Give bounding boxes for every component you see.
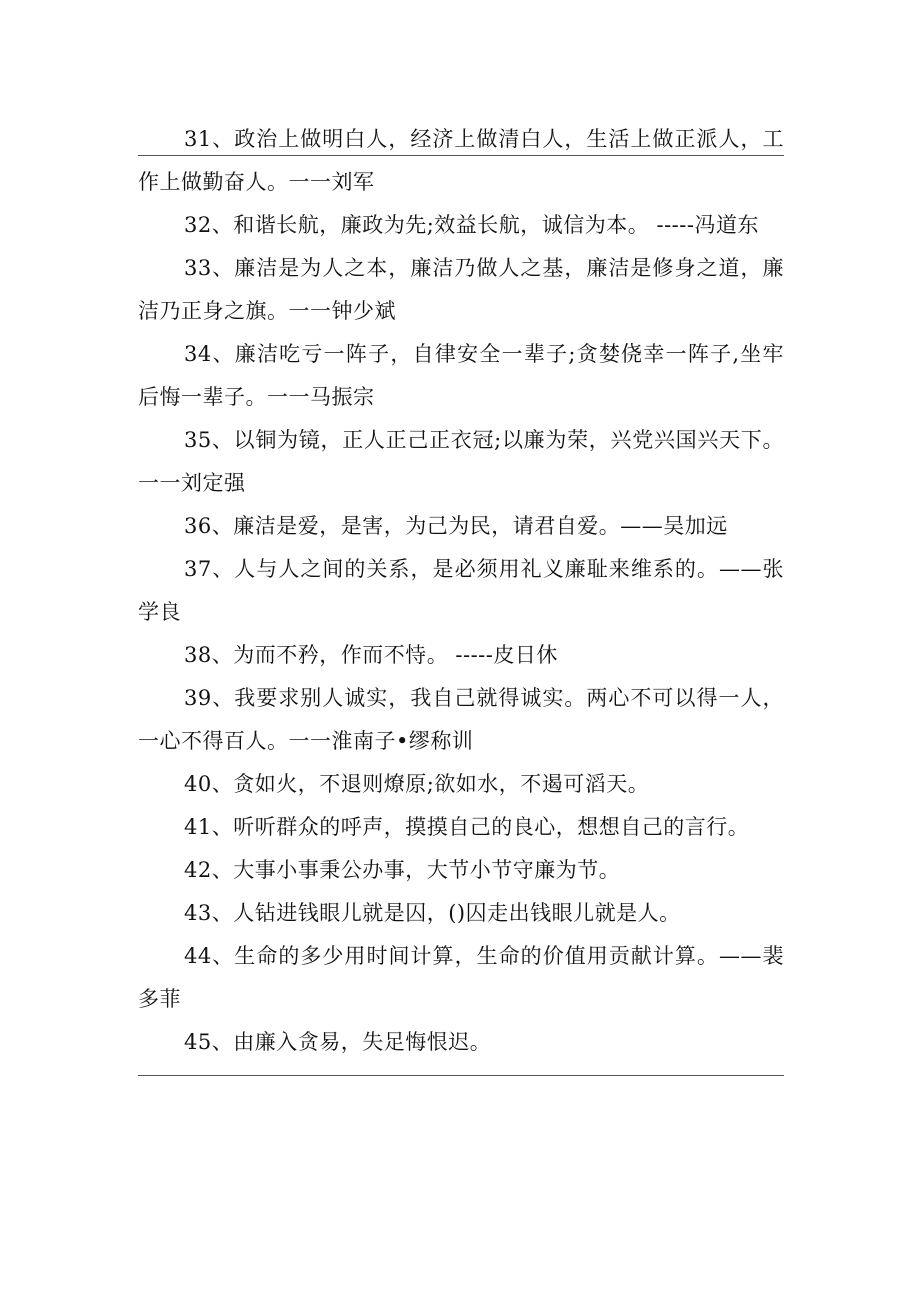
quote-31: 31、政治上做明白人，经济上做清白人，生活上做正派人，工作上做勤奋人。一一刘军 bbox=[138, 127, 784, 194]
quote-34: 34、廉洁吃亏一阵子，自律安全一辈子;贪婪侥幸一阵子,坐牢后悔一辈子。一一马振宗 bbox=[138, 342, 784, 409]
footer-rule bbox=[138, 1075, 784, 1076]
quote-33: 33、廉洁是为人之本，廉洁乃做人之基，廉洁是修身之道，廉洁乃正身之旗。一一钟少斌 bbox=[138, 256, 784, 323]
quote-45: 45、由廉入贪易，失足悔恨迟。 bbox=[184, 1030, 492, 1054]
quote-35: 35、以铜为镜，正人正己正衣冠;以廉为荣，兴党兴国兴天下。一一刘定强 bbox=[138, 428, 784, 495]
quote-39: 39、我要求别人诚实，我自己就得诚实。两心不可以得一人，一心不得百人。一一淮南子•缪称训 bbox=[138, 686, 784, 753]
quote-32: 32、和谐长航，廉政为先;效益长航，诚信为本。 -----冯道东 bbox=[184, 213, 759, 237]
quote-41: 41、听听群众的呼声，摸摸自己的良心，想想自己的言行。 bbox=[184, 815, 750, 839]
quote-37: 37、人与人之间的关系，是必须用礼义廉耻来维系的。——张学良 bbox=[138, 557, 784, 624]
quote-42: 42、大事小事秉公办事，大节小节守廉为节。 bbox=[184, 858, 621, 882]
quote-40: 40、贪如火，不退则燎原;欲如水，不遏可滔天。 bbox=[184, 772, 650, 796]
quote-44: 44、生命的多少用时间计算，生命的价值用贡献计算。——裴多菲 bbox=[138, 944, 784, 1011]
quote-43: 43、人钻进钱眼儿就是囚，()囚走出钱眼儿就是人。 bbox=[184, 901, 681, 925]
quote-38: 38、为而不矜，作而不恃。 -----皮日休 bbox=[184, 643, 558, 667]
quote-list bbox=[138, 118, 784, 1064]
quote-36: 36、廉洁是爱，是害，为己为民，请君自爱。——吴加远 bbox=[184, 514, 728, 538]
